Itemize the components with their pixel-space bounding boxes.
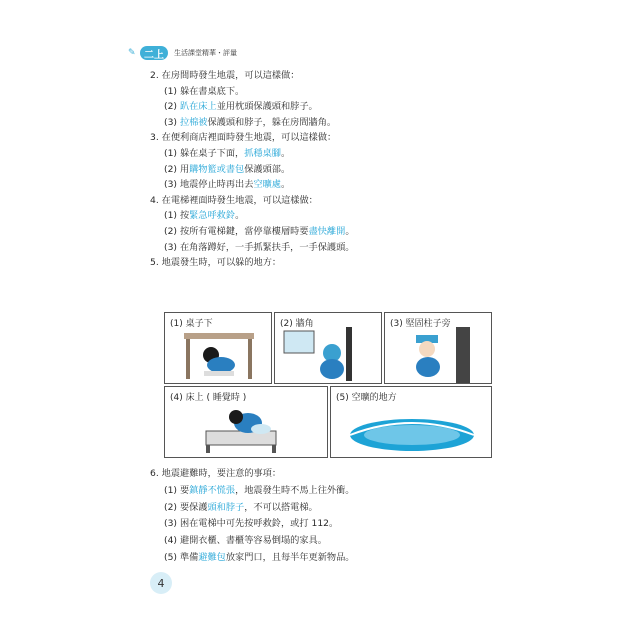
list-item: (3) 在角落蹲好，一手抓緊扶手，一手保護頭。 xyxy=(164,241,355,253)
child-in-corner-illustration xyxy=(276,327,382,383)
child-under-desk-illustration xyxy=(166,327,272,383)
list-item: (2) 用購物籃或書包保護頭部。 xyxy=(164,163,291,175)
question-6-block xyxy=(150,466,500,567)
open-field-illustration xyxy=(332,401,492,457)
list-item: (3) 地震停止時再出去空曠處。 xyxy=(164,179,291,191)
list-item: (2) 按所有電梯鍵，當停靠樓層時要盡快離開。 xyxy=(164,225,355,237)
list-item: (1) 躲在桌子下面，抓穩桌腳。 xyxy=(164,147,291,159)
picture-cell-open-space: (5) 空曠的地方 xyxy=(330,386,492,458)
picture-cell-bed: (4) 床上 ( 睡覺時 ) xyxy=(164,386,328,458)
list-item: (2) 要保護頭和脖子，不可以搭電梯。 xyxy=(164,501,318,513)
question-6: 6. 地震避難時，要注意的事項： xyxy=(150,468,282,479)
questions-2-5 xyxy=(150,68,500,271)
page-header xyxy=(140,44,237,62)
question-4: 4. 在電梯裡面時發生地震，可以這樣做： xyxy=(150,194,318,206)
picture-cell-pillar: (3) 堅固柱子旁 xyxy=(384,312,492,384)
list-item: (1) 要鎮靜不慌張，地震發生時不馬上往外衝。 xyxy=(164,484,355,496)
doodle-icon: ✎ xyxy=(128,48,136,58)
list-item: (3) 困在電梯中可先按呼救鈴，或打 112。 xyxy=(164,518,339,530)
question-3: 3. 在便利商店裡面時發生地震，可以這樣做： xyxy=(150,132,337,144)
picture-cell-corner: (2) 牆角 xyxy=(274,312,382,384)
picture-cell-desk: (1) 桌子下 xyxy=(164,312,272,384)
child-by-pillar-illustration xyxy=(386,327,492,383)
header-title: 生活課堂精華・評量 xyxy=(174,49,237,57)
grade-badge: 二上 xyxy=(140,46,168,60)
child-on-bed-illustration xyxy=(166,401,328,457)
list-item: (4) 避開衣櫃、書櫃等容易倒塌的家具。 xyxy=(164,535,327,547)
list-item: (1) 按緊急呼救鈴。 xyxy=(164,210,245,222)
question-5: 5. 地震發生時，可以躲的地方： xyxy=(150,257,282,269)
list-item: (1) 躲在書桌底下。 xyxy=(164,85,245,97)
list-item: (3) 拉棉被保護頭和脖子，躲在房間牆角。 xyxy=(164,116,337,128)
question-2: 2. 在房間時發生地震，可以這樣做： xyxy=(150,70,300,81)
page-number: 4 xyxy=(150,572,172,594)
list-item: (2) 趴在床上並用枕頭保護頭和脖子。 xyxy=(164,101,318,113)
list-item: (5) 準備避難包放家門口，且每半年更新物品。 xyxy=(164,551,355,563)
